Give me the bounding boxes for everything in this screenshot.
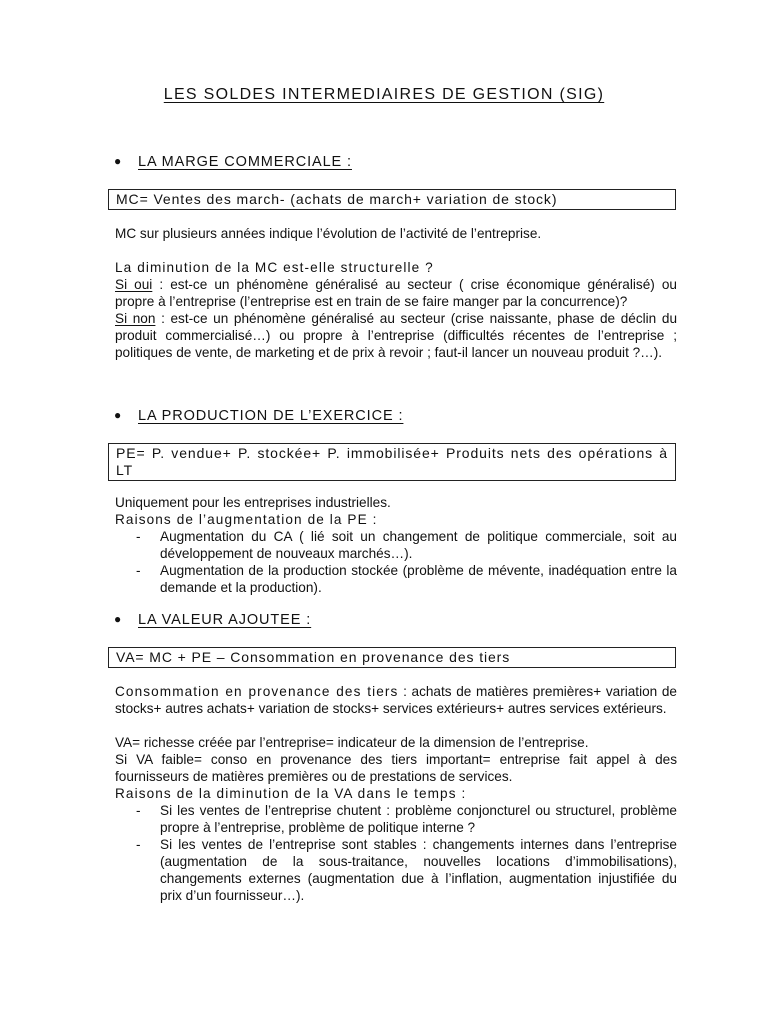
va-definition: VA= richesse créée par l’entreprise= indicateur de la dimension de l’entreprise.	[115, 735, 589, 750]
va-low: Si VA faible= conso en provenance des tiers important= entreprise fait appel à des fournisseurs de matières premières ou de prestations de services.	[115, 752, 677, 784]
pe-explanation	[115, 494, 677, 596]
mc-intro: MC sur plusieurs années indique l’évolution de l’activité de l’entreprise.	[115, 226, 542, 241]
list-item: - Augmentation du CA ( lié soit un changement de politique commerciale, soit au développement de nouveaux marchés…).	[115, 528, 677, 562]
mc-question: La diminution de la MC est-elle structurelle ?	[115, 260, 434, 275]
mc-explanation	[115, 225, 677, 361]
va-reasons-list	[115, 802, 677, 904]
heading-production-exercice: ● LA PRODUCTION DE L’EXERCICE :	[114, 408, 404, 424]
bullet-icon: ●	[114, 612, 123, 626]
formula-box-mc: MC= Ventes des march- (achats de march+ variation de stock)	[108, 189, 676, 210]
list-item: - Augmentation de la production stockée (problème de mévente, inadéquation entre la demande et la production).	[115, 562, 677, 596]
pe-reasons-title: Raisons de l’augmentation de la PE :	[115, 512, 378, 527]
bullet-icon: ●	[114, 154, 123, 168]
page-title: LES SOLDES INTERMEDIAIRES DE GESTION (SIG)	[163, 86, 605, 103]
mc-si-non: Si non : est-ce un phénomène généralisé au secteur (crise naissante, phase de déclin du produit commercialisé…) ou propre à l’entreprise (difficultés récentes de l’entreprise ; politiques de vente, de marketing et de prix à revoir ; faut-il lancer un nouveau produit ?…).	[115, 311, 678, 360]
pe-intro: Uniquement pour les entreprises industrielles.	[115, 495, 391, 510]
heading-valeur-ajoutee: ● LA VALEUR AJOUTEE :	[114, 612, 312, 628]
pe-reasons-list	[115, 528, 677, 596]
va-conso: Consommation en provenance des tiers : achats de matières premières+ variation de stocks+ autres achats+ variation de stocks+ services extérieurs+ autres services extérieurs.	[115, 684, 677, 716]
va-reasons-title: Raisons de la diminution de la VA dans le temps :	[115, 786, 467, 801]
list-item: - Si les ventes de l’entreprise chutent : problème conjoncturel ou structurel, problème propre à l’entreprise, problème de politique interne ?	[115, 802, 677, 836]
formula-box-pe: PE= P. vendue+ P. stockée+ P. immobilisée+ Produits nets des opérations à LT	[108, 443, 676, 481]
heading-marge-commerciale: ● LA MARGE COMMERCIALE :	[114, 154, 352, 170]
formula-box-va: VA= MC + PE – Consommation en provenance des tiers	[108, 647, 676, 668]
list-item: - Si les ventes de l’entreprise sont stables : changements internes dans l’entreprise (augmentation de la sous-traitance, nouvelles locations d’immobilisations), changements externes (augmentation due à l’inflation, augmentation injustifiée du prix d’un fournisseur…).	[115, 836, 677, 904]
va-explanation	[115, 683, 677, 904]
bullet-icon: ●	[114, 408, 123, 422]
mc-si-oui: Si oui : est-ce un phénomène généralisé au secteur ( crise économique généralisé) ou propre à l’entreprise (l’entreprise est en train de se faire manger par la concurrence)?	[115, 277, 677, 309]
